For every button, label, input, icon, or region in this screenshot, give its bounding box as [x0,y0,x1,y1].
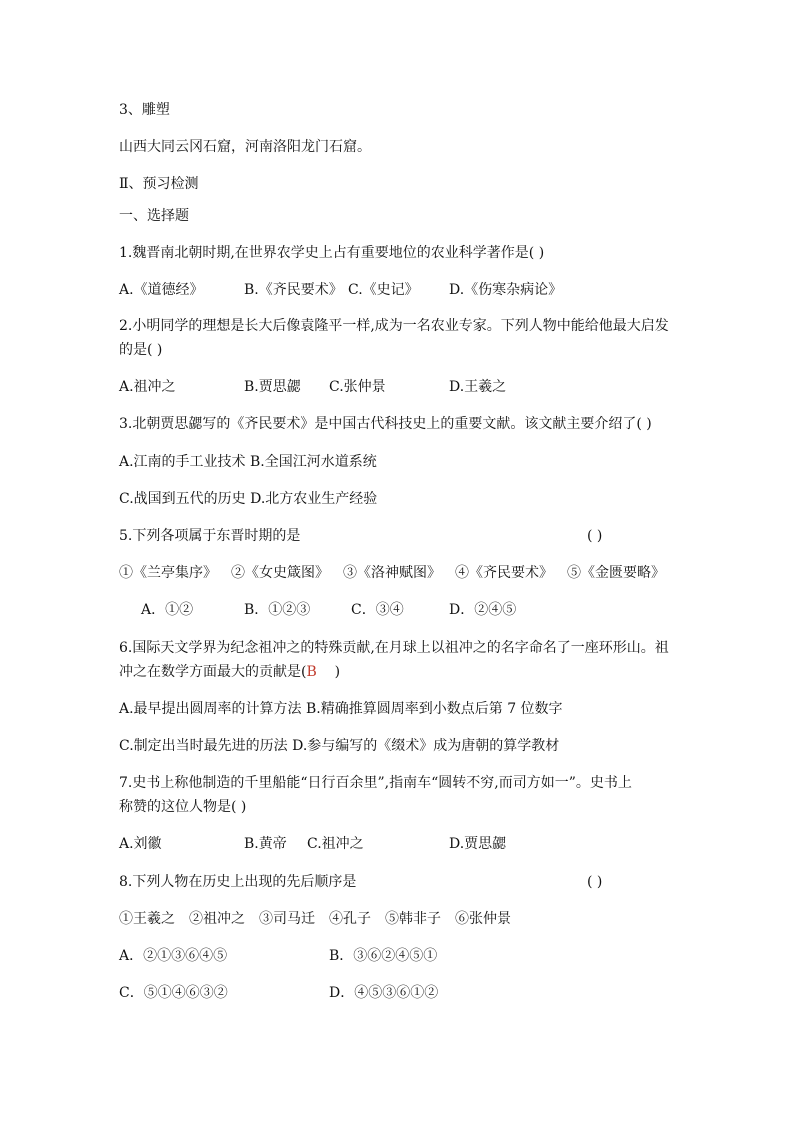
q8-item-6: ⑥张仲景 [455,911,511,927]
q1-option-d: D.《伤寒杂病论》 [449,282,563,298]
q5-item-1: ①《兰亭集序》 [119,565,217,581]
q3-stem: 3.北朝贾思勰写的《齐民要术》是中国古代科技史上的重要文献。该文献主要介绍了( ) [119,416,652,432]
q2-option-b: B.贾思勰 [244,379,301,395]
q8-item-3: ③司马迁 [259,911,315,927]
q5-item-2: ②《女史箴图》 [231,565,329,581]
q2-options [119,377,539,397]
q5-item-5: ⑤《金匮要略》 [567,565,665,581]
q7-options [119,834,539,854]
q7-option-a: A.刘徽 [119,836,162,852]
q8-item-4: ④孔子 [329,911,371,927]
q8-stem: 8.下列人物在历史上出现的先后顺序是 [119,874,357,890]
q5-stem: 5.下列各项属于东晋时期的是 [119,528,301,544]
q8-option-a: A．②①③⑥④⑤ [119,948,228,964]
q6-option-line1: A.最早提出圆周率的计算方法 B.精确推算圆周率到小数点后第 7 位数字 [119,701,563,717]
choice-section-title: 一、选择题 [119,208,189,224]
part2-title: Ⅱ、预习检测 [119,176,199,192]
q5-item-4: ④《齐民要术》 [455,565,553,581]
q5-option-c: C．③④ [351,602,404,618]
q8-options-row2 [119,983,479,1003]
q8-item-2: ②祖冲之 [189,911,245,927]
q5-option-d: D．②④⑤ [449,602,517,618]
q5-items [119,563,679,583]
q6-option-line2: C.制定出当时最先进的历法 D.参与编写的《缀术》成为唐朝的算学教材 [119,738,560,754]
q2-option-d: D.王羲之 [449,379,507,395]
q8-option-c: C．⑤①④⑥③② [119,985,228,1001]
q6-stem-text: 冲之在数学方面最大的贡献是( [119,664,307,680]
q6-stem-tail: ) [316,664,341,680]
q1-options [119,280,579,300]
q7-option-c: C.祖冲之 [307,836,364,852]
q3-option-line2: C.战国到五代的历史 D.北方农业生产经验 [119,491,378,507]
q8-option-d: D．④⑤③⑥①② [329,985,439,1001]
q8-options-row1 [119,946,479,966]
q5-item-3: ③《洛神赋图》 [343,565,441,581]
q8-stem-row [119,872,639,892]
q2-stem-line2: 的是( ) [119,342,163,358]
q1-option-c: C.《史记》 [348,282,419,298]
q6-stem-line1: 6.国际天文学界为纪念祖冲之的特殊贡献,在月球上以祖冲之的名字命名了一座环形山。祖 [119,640,669,656]
section3-title: 3、雕塑 [119,102,170,118]
q5-stem-row [119,526,639,546]
q2-option-a: A.祖冲之 [119,379,176,395]
q5-answer-paren: ( ) [587,528,603,544]
q1-stem: 1.魏晋南北朝时期,在世界农学史上占有重要地位的农业科学著作是( ) [119,245,545,261]
q8-item-1: ①王羲之 [119,911,175,927]
q6-stem-line2 [119,662,340,682]
q7-stem-line1: 7.史书上称他制造的千里船能“日行百余里”,指南车“圆转不穷,而司方如一”。史书上 [119,775,632,791]
q6-answer-mark: B [306,664,317,680]
section3-body: 山西大同云冈石窟，河南洛阳龙门石窟。 [119,139,371,155]
q5-options [119,600,539,620]
q8-answer-paren: ( ) [587,874,603,890]
q7-stem-line2: 称赞的这位人物是( ) [119,799,247,815]
q7-option-d: D.贾思勰 [449,836,507,852]
q5-option-b: B．①②③ [244,602,311,618]
q1-option-b: B.《齐民要术》 [244,282,343,298]
q8-items [119,909,539,929]
q8-item-5: ⑤韩非子 [385,911,441,927]
q1-option-a: A.《道德经》 [119,282,204,298]
q8-option-b: B．③⑥②④⑤① [329,948,438,964]
q3-option-line1: A.江南的手工业技术 B.全国江河水道系统 [119,454,377,470]
q2-stem-line1: 2.小明同学的理想是长大后像袁隆平一样,成为一名农业专家。下列人物中能给他最大启发 [119,318,669,334]
q2-option-c: C.张仲景 [329,379,386,395]
q5-option-a: A．①② [141,602,194,618]
q7-option-b: B.黄帝 [244,836,287,852]
